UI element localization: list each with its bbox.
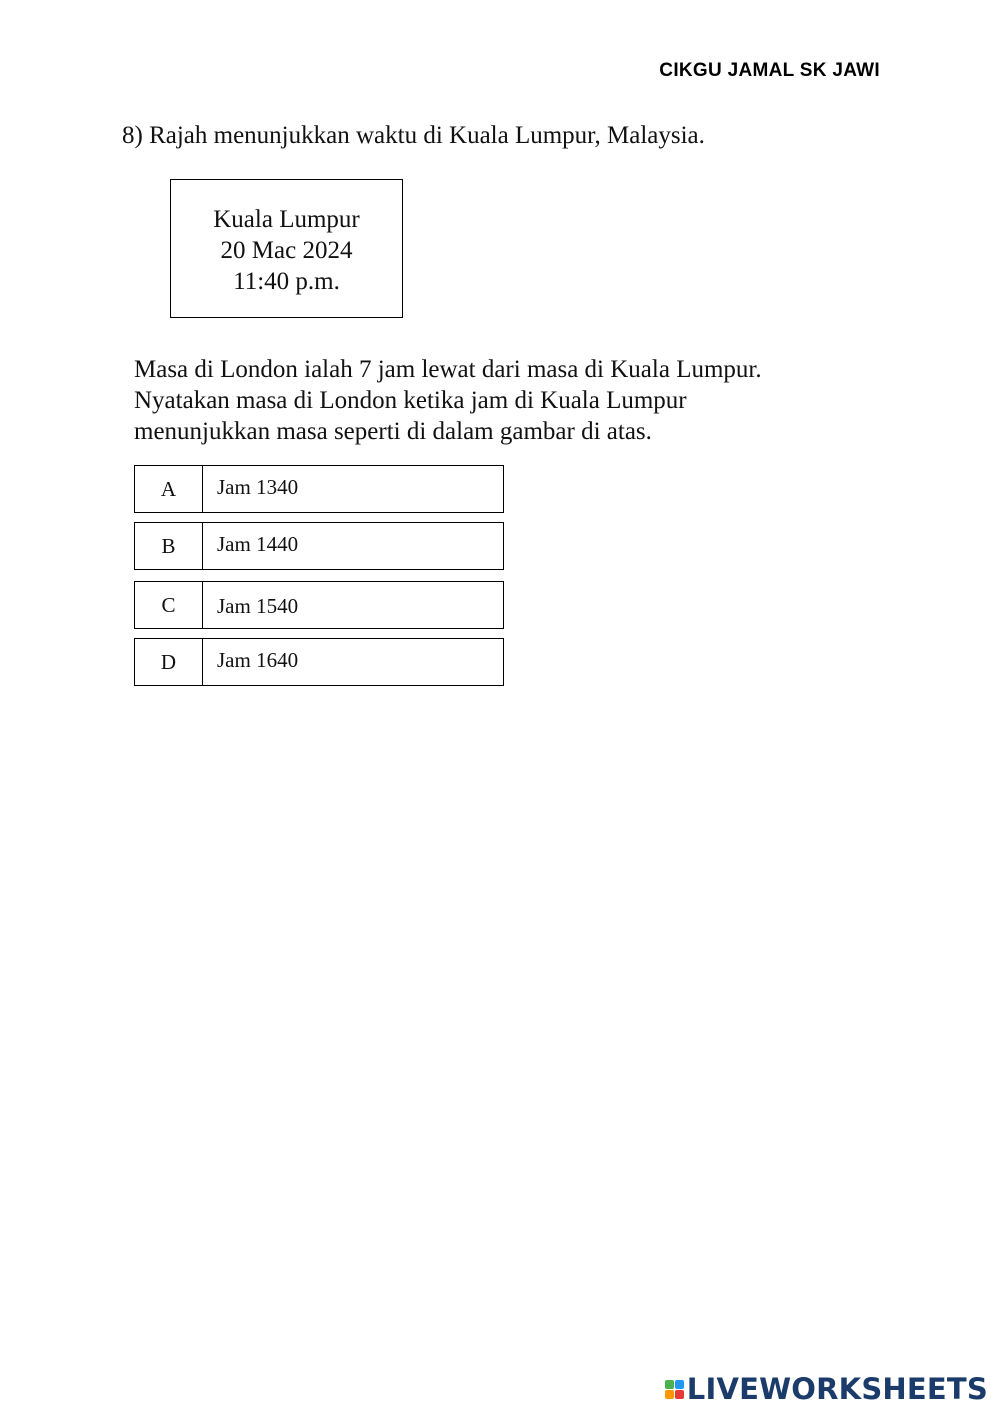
logo-square-icon xyxy=(665,1380,674,1389)
brand-name: LIVEWORKSHEETS xyxy=(686,1372,988,1406)
option-text: Jam 1440 xyxy=(217,532,299,556)
logo-square-icon xyxy=(675,1390,684,1399)
clock-box-time: 11:40 p.m. xyxy=(233,268,340,295)
question-intro: 8) Rajah menunjukkan waktu di Kuala Lumpur, Malaysia. xyxy=(122,122,705,149)
logo-square-icon xyxy=(665,1390,674,1399)
option-c[interactable] xyxy=(134,581,504,629)
option-text: Jam 1540 xyxy=(217,594,299,618)
author-header: CIKGU JAMAL SK JAWI xyxy=(659,60,880,81)
logo-square-icon xyxy=(675,1380,684,1389)
clock-box-date: 20 Mac 2024 xyxy=(220,237,353,264)
option-d[interactable] xyxy=(134,638,504,686)
option-letter: B xyxy=(135,523,203,569)
clock-box-city: Kuala Lumpur xyxy=(213,206,360,233)
question-stem xyxy=(134,354,762,447)
kuala-lumpur-time-box xyxy=(170,179,403,318)
option-b[interactable] xyxy=(134,522,504,570)
option-a[interactable] xyxy=(134,465,504,513)
liveworksheets-logo xyxy=(665,1372,988,1406)
option-text: Jam 1640 xyxy=(217,648,299,672)
stem-line: Masa di London ialah 7 jam lewat dari masa di Kuala Lumpur. xyxy=(134,356,762,383)
option-letter: D xyxy=(135,639,203,685)
option-letter: A xyxy=(135,466,203,512)
stem-line: Nyatakan masa di London ketika jam di Kuala Lumpur xyxy=(134,387,687,414)
liveworksheets-logo-icon xyxy=(665,1380,684,1399)
stem-line: menunjukkan masa seperti di dalam gambar di atas. xyxy=(134,418,652,445)
option-text: Jam 1340 xyxy=(217,475,299,499)
option-letter: C xyxy=(135,582,203,628)
